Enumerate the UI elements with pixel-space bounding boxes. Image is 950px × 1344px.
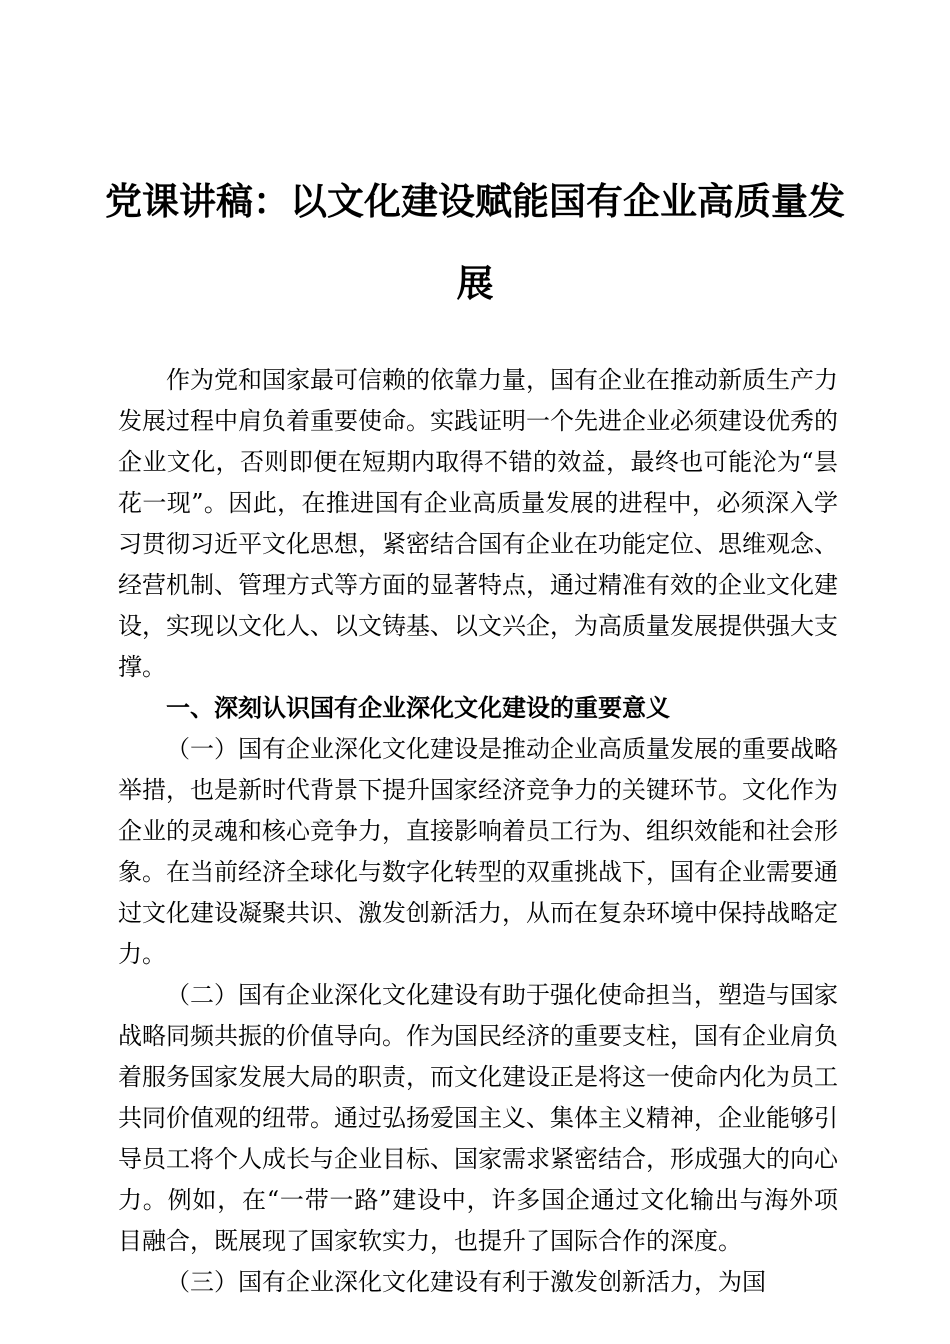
subsection-lead: （二）国有企业深化文化建设有助于强化使命担当，塑造与国家战略同频共振的价值导向。 [118, 981, 838, 1050]
paragraph-text: 作为党和国家最可信赖的依靠力量，国有企业在推动新质生产力发展过程中肩负着重要使命。实践证明一个先进企业必须建设优秀的企业文化，否则即便在短期内取得不错的效益，最终也可能沦为“昙花一现”。因此，在推进国有企业高质量发展的进程中，必须深入学习贯彻习近平文化思想，紧密结合国有企业在功能定位、思维观念、经营机制、管理方式等方面的显著特点，通过精准有效的企业文化建设，实现以文化人、以文铸基、以文兴企，为高质量发展提供强大支撑。 [118, 366, 838, 681]
document-title: 党课讲稿：以文化建设赋能国有企业高质量发展 [105, 179, 845, 305]
subsection-lead: （三）国有企业深化文化建设有利于激发创新活力，为国 [166, 1268, 766, 1296]
subsection-paragraph-1 [118, 729, 838, 975]
subsection-paragraph-2 [118, 975, 838, 1262]
paragraph-text: 文化作为企业的灵魂和核心竞争力，直接影响着员工行为、组织效能和社会形象。在当前经济全球化与数字化转型的双重挑战下，国有企业需要通过文化建设凝聚共识、激发创新活力，从而在复杂环境中保持战略定力。 [118, 776, 838, 968]
document-body [118, 360, 838, 1303]
intro-paragraph [118, 360, 838, 688]
subsection-lead: （一）国有企业深化文化建设是推动企业高质量发展的重要战略举措，也是新时代背景下提升国家经济竞争力的关键环节。 [118, 735, 838, 804]
section-heading: 一、深刻认识国有企业深化文化建设的重要意义 [166, 694, 670, 722]
subsection-paragraph-3 [118, 1262, 838, 1303]
paragraph-text: 作为国民经济的重要支柱，国有企业肩负着服务国家发展大局的职责，而文化建设正是将这一使命内化为员工共同价值观的纽带。通过弘扬爱国主义、集体主义精神，企业能够引导员工将个人成长与企业目标、国家需求紧密结合，形成强大的向心力。例如，在“一带一路”建设中，许多国企通过文化输出与海外项目融合，既展现了国家软实力，也提升了国际合作的深度。 [118, 1022, 838, 1255]
